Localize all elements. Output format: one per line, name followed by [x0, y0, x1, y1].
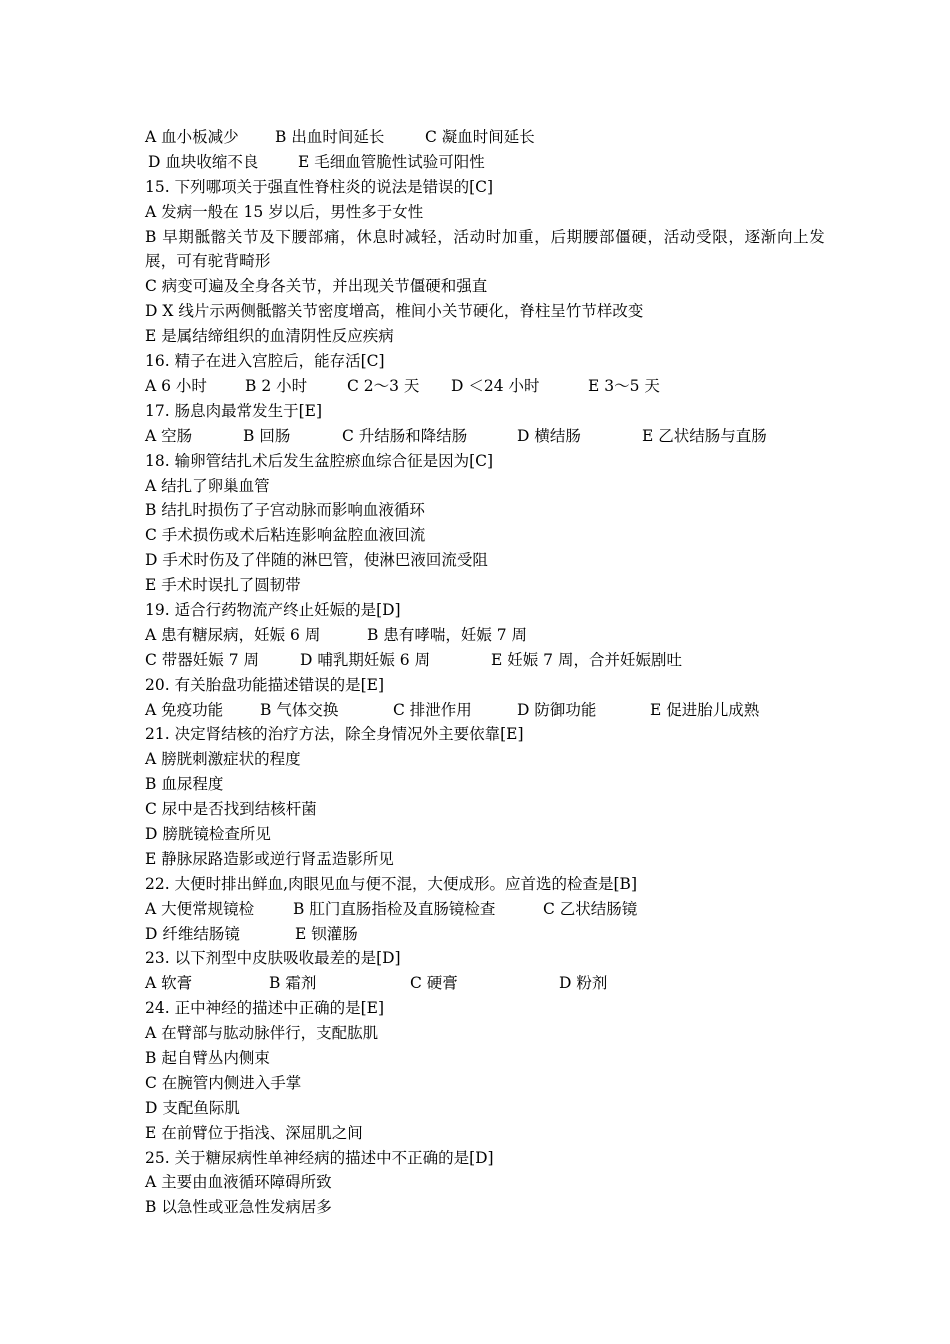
answer-option: A 主要由血液循环障碍所致: [145, 1173, 332, 1192]
answer-option: D 血块收缩不良: [148, 152, 259, 171]
answer-option: D 粉剂: [559, 974, 608, 993]
answer-option: B 回肠: [243, 426, 291, 445]
answer-option: D 哺乳期妊娠 6 周: [300, 650, 431, 669]
answer-option: E 妊娠 7 周，合并妊娠剧吐: [491, 650, 682, 669]
question-stem: 16. 精子在进入宫腔后，能存活[C]: [145, 352, 385, 371]
answer-option: E 在前臂位于指浅、深屈肌之间: [145, 1123, 363, 1142]
answer-options-row: [145, 897, 825, 922]
answer-option: D ＜24 小时: [451, 376, 540, 395]
document-page: [145, 125, 825, 1220]
answer-option: D 纤维结肠镜: [145, 924, 240, 943]
answer-option: A 在臂部与肱动脉伴行，支配肱肌: [145, 1024, 379, 1043]
answer-option: A 免疫功能: [145, 700, 224, 719]
answer-option: A 结扎了卵巢血管: [145, 476, 270, 495]
answer-option: B 2 小时: [245, 376, 308, 395]
question-stem: 21. 决定肾结核的治疗方法，除全身情况外主要依靠[E]: [145, 725, 524, 744]
answer-option: C 2～3 天: [347, 376, 420, 395]
answer-option: C 尿中是否找到结核杆菌: [145, 800, 317, 819]
answer-option: E 静脉尿路造影或逆行肾盂造影所见: [145, 849, 394, 868]
answer-option: C 带器妊娠 7 周: [145, 650, 260, 669]
answer-option: D 支配鱼际肌: [145, 1098, 240, 1117]
answer-option: A 6 小时: [145, 376, 207, 395]
answer-option: E 促进胎儿成熟: [650, 700, 760, 719]
answer-option: A 空肠: [145, 426, 193, 445]
answer-options-row: [145, 424, 825, 449]
question-stem: 15. 下列哪项关于强直性脊柱炎的说法是错误的[C]: [145, 177, 494, 196]
answer-option: B 霜剂: [269, 974, 317, 993]
answer-option: E 手术时误扎了圆韧带: [145, 576, 301, 595]
question-stem: 23. 以下剂型中皮肤吸收最差的是[D]: [145, 949, 401, 968]
answer-option: E 3～5 天: [588, 376, 660, 395]
answer-option: C 乙状结肠镜: [543, 899, 638, 918]
answer-options-row: [145, 698, 825, 723]
answer-option: E 钡灌肠: [295, 924, 358, 943]
answer-option: B 出血时间延长: [275, 128, 385, 146]
answer-option: A 发病一般在 15 岁以后，男性多于女性: [145, 202, 424, 221]
question-stem: 19. 适合行药物流产终止妊娠的是[D]: [145, 600, 401, 619]
answer-option: C 硬膏: [410, 974, 458, 993]
answer-option: B 结扎时损伤了子宫动脉而影响血液循环: [145, 501, 425, 520]
answer-option: C 在腕管内侧进入手掌: [145, 1073, 302, 1092]
answer-option: B 血尿程度: [145, 775, 224, 794]
answer-options-row: [145, 971, 825, 996]
answer-option: D 防御功能: [517, 700, 597, 719]
answer-option: A 大便常规镜检: [145, 899, 255, 918]
answer-option: B 气体交换: [260, 700, 339, 719]
answer-option: E 乙状结肠与直肠: [642, 426, 767, 445]
answer-options-row: [145, 150, 825, 175]
question-stem: 25. 关于糖尿病性单神经病的描述中不正确的是[D]: [145, 1148, 494, 1167]
question-stem: 24. 正中神经的描述中正确的是[E]: [145, 999, 384, 1018]
answer-option: D 膀胱镜检查所见: [145, 824, 271, 843]
answer-options-row: [145, 922, 825, 947]
answer-option: C 手术损伤或术后粘连影响盆腔血液回流: [145, 526, 426, 545]
question-stem: 22. 大便时排出鲜血,肉眼见血与便不混，大便成形。应首选的检查是[B]: [145, 874, 637, 893]
answer-option: B 早期骶髂关节及下腰部痛，休息时减轻，活动时加重，后期腰部僵硬，活动受限，逐渐向上发展，可有驼背畸形: [145, 227, 825, 271]
question-stem: 17. 肠息肉最常发生于[E]: [145, 401, 322, 420]
answer-options-row: [145, 623, 825, 648]
answer-option: D 手术时伤及了伴随的淋巴管，使淋巴液回流受阻: [145, 551, 488, 570]
answer-options-row: [145, 125, 825, 150]
answer-option: D X 线片示两侧骶髂关节密度增高，椎间小关节硬化，脊柱呈竹节样改变: [145, 302, 644, 321]
answer-option: B 患有哮喘，妊娠 7 周: [367, 625, 528, 644]
answer-option: B 以急性或亚急性发病居多: [145, 1198, 332, 1217]
answer-option: B 肛门直肠指检及直肠镜检查: [293, 899, 496, 918]
answer-option: B 起自臂丛内侧束: [145, 1048, 270, 1067]
answer-option: E 毛细血管脆性试验可阳性: [298, 152, 485, 171]
answer-option: A 膀胱刺激症状的程度: [145, 750, 301, 769]
answer-option: C 升结肠和降结肠: [342, 426, 468, 445]
answer-option: A 血小板减少: [145, 128, 239, 146]
answer-option: C 排泄作用: [393, 700, 472, 719]
answer-options-row: [145, 648, 825, 673]
answer-option: E 是属结缔组织的血清阴性反应疾病: [145, 327, 394, 346]
answer-option: C 病变可遍及全身各关节，并出现关节僵硬和强直: [145, 277, 488, 296]
answer-options-row: [145, 374, 825, 399]
answer-option: A 患有糖尿病，妊娠 6 周: [145, 625, 321, 644]
answer-option: C 凝血时间延长: [425, 128, 535, 146]
question-stem: 18. 输卵管结扎术后发生盆腔瘀血综合征是因为[C]: [145, 451, 494, 470]
question-stem: 20. 有关胎盘功能描述错误的是[E]: [145, 675, 384, 694]
answer-option: A 软膏: [145, 974, 193, 993]
answer-option: D 横结肠: [517, 426, 581, 445]
